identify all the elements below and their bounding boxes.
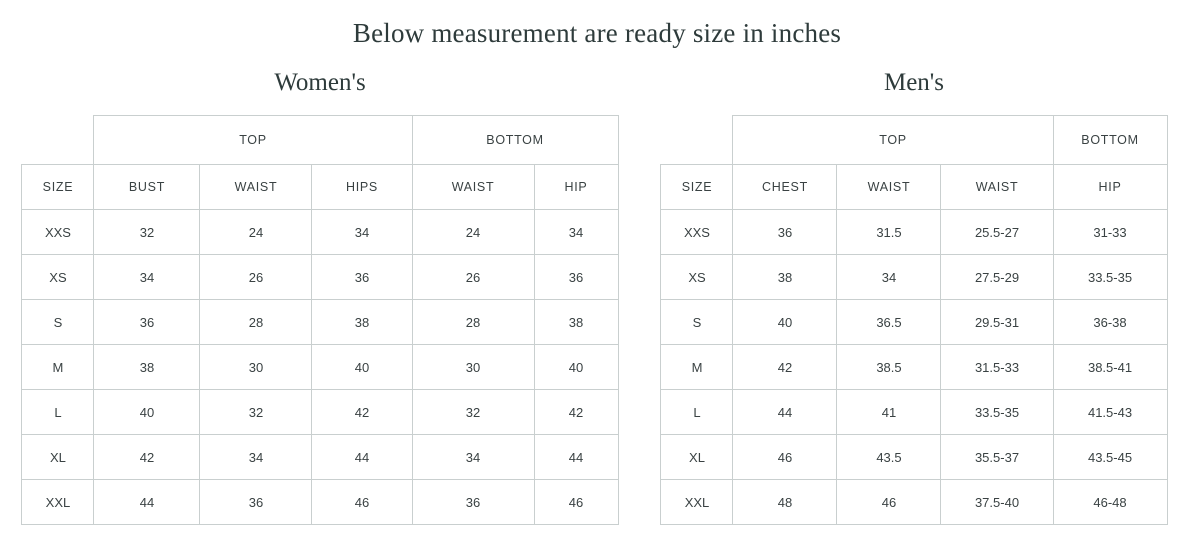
table-row — [22, 480, 618, 525]
row-cell: 40 — [534, 345, 618, 390]
row-cell: 38 — [534, 300, 618, 345]
row-cell: 36 — [733, 210, 837, 255]
row-size: XXS — [661, 210, 733, 255]
row-size: XL — [661, 435, 733, 480]
column-header-bottom-waist: WAIST — [941, 165, 1053, 210]
row-size: XS — [22, 255, 94, 300]
group-header-blank — [22, 116, 94, 165]
table-row — [661, 435, 1167, 480]
group-header-bottom: BOTTOM — [1053, 116, 1167, 165]
row-size: M — [661, 345, 733, 390]
row-cell: 36 — [534, 255, 618, 300]
row-cell: 32 — [200, 390, 312, 435]
table-row — [661, 480, 1167, 525]
row-cell: 26 — [200, 255, 312, 300]
group-header-blank — [661, 116, 733, 165]
row-cell: 42 — [534, 390, 618, 435]
row-cell: 43.5 — [837, 435, 941, 480]
row-cell: 43.5-45 — [1053, 435, 1167, 480]
column-header-size: SIZE — [22, 165, 94, 210]
table-group-header-row — [22, 116, 618, 165]
row-cell: 38.5 — [837, 345, 941, 390]
table-row — [661, 300, 1167, 345]
row-cell: 44 — [534, 435, 618, 480]
column-header-top-waist: WAIST — [837, 165, 941, 210]
row-cell: 40 — [94, 390, 200, 435]
size-tables-container — [0, 69, 1194, 525]
column-header-chest: CHEST — [733, 165, 837, 210]
row-cell: 31-33 — [1053, 210, 1167, 255]
row-cell: 40 — [733, 300, 837, 345]
row-cell: 29.5-31 — [941, 300, 1053, 345]
row-cell: 31.5 — [837, 210, 941, 255]
row-cell: 36 — [94, 300, 200, 345]
row-cell: 36-38 — [1053, 300, 1167, 345]
row-size: XS — [661, 255, 733, 300]
womens-size-table — [21, 115, 618, 525]
row-cell: 38 — [94, 345, 200, 390]
row-cell: 44 — [733, 390, 837, 435]
table-row — [22, 300, 618, 345]
size-chart-page — [0, 18, 1194, 557]
row-cell: 38 — [733, 255, 837, 300]
table-row — [22, 345, 618, 390]
row-size: S — [22, 300, 94, 345]
row-cell: 41 — [837, 390, 941, 435]
row-cell: 42 — [733, 345, 837, 390]
row-cell: 34 — [837, 255, 941, 300]
table-row — [661, 255, 1167, 300]
column-header-top-waist: WAIST — [200, 165, 312, 210]
group-header-top: TOP — [94, 116, 412, 165]
table-row — [22, 435, 618, 480]
row-size: M — [22, 345, 94, 390]
row-cell: 32 — [412, 390, 534, 435]
row-size: XXL — [661, 480, 733, 525]
row-cell: 38.5-41 — [1053, 345, 1167, 390]
row-cell: 33.5-35 — [941, 390, 1053, 435]
row-cell: 34 — [312, 210, 412, 255]
table-column-header-row — [661, 165, 1167, 210]
table-row — [661, 210, 1167, 255]
row-cell: 40 — [312, 345, 412, 390]
group-header-bottom: BOTTOM — [412, 116, 618, 165]
row-cell: 33.5-35 — [1053, 255, 1167, 300]
group-header-top: TOP — [733, 116, 1053, 165]
row-cell: 44 — [94, 480, 200, 525]
row-size: XXL — [22, 480, 94, 525]
row-cell: 46 — [534, 480, 618, 525]
column-header-bust: BUST — [94, 165, 200, 210]
table-group-header-row — [661, 116, 1167, 165]
row-cell: 46 — [312, 480, 412, 525]
womens-size-block — [20, 69, 620, 525]
row-cell: 37.5-40 — [941, 480, 1053, 525]
row-cell: 41.5-43 — [1053, 390, 1167, 435]
table-column-header-row — [22, 165, 618, 210]
row-cell: 36.5 — [837, 300, 941, 345]
row-cell: 44 — [312, 435, 412, 480]
column-header-bottom-waist: WAIST — [412, 165, 534, 210]
row-cell: 36 — [412, 480, 534, 525]
table-row — [22, 255, 618, 300]
row-size: L — [22, 390, 94, 435]
row-cell: 34 — [94, 255, 200, 300]
row-cell: 28 — [200, 300, 312, 345]
page-title: Below measurement are ready size in inches — [352, 18, 842, 48]
row-cell: 46 — [837, 480, 941, 525]
row-cell: 30 — [200, 345, 312, 390]
mens-size-table — [660, 115, 1167, 525]
row-cell: 30 — [412, 345, 534, 390]
row-cell: 36 — [312, 255, 412, 300]
table-row — [22, 210, 618, 255]
column-header-hips: HIPS — [312, 165, 412, 210]
row-cell: 46 — [733, 435, 837, 480]
row-cell: 24 — [200, 210, 312, 255]
row-cell: 32 — [94, 210, 200, 255]
row-cell: 31.5-33 — [941, 345, 1053, 390]
row-cell: 34 — [412, 435, 534, 480]
table-row — [661, 390, 1167, 435]
row-size: XL — [22, 435, 94, 480]
row-cell: 26 — [412, 255, 534, 300]
row-size: S — [661, 300, 733, 345]
table-row — [661, 345, 1167, 390]
table-row — [22, 390, 618, 435]
column-header-hip: HIP — [534, 165, 618, 210]
row-cell: 28 — [412, 300, 534, 345]
row-cell: 25.5-27 — [941, 210, 1053, 255]
row-cell: 36 — [200, 480, 312, 525]
row-cell: 42 — [94, 435, 200, 480]
row-cell: 27.5-29 — [941, 255, 1053, 300]
row-cell: 24 — [412, 210, 534, 255]
row-cell: 42 — [312, 390, 412, 435]
row-cell: 38 — [312, 300, 412, 345]
row-size: L — [661, 390, 733, 435]
mens-size-block — [654, 69, 1174, 525]
row-size: XXS — [22, 210, 94, 255]
row-cell: 34 — [534, 210, 618, 255]
row-cell: 35.5-37 — [941, 435, 1053, 480]
mens-section-title: Men's — [883, 69, 945, 96]
column-header-size: SIZE — [661, 165, 733, 210]
row-cell: 34 — [200, 435, 312, 480]
womens-section-title: Women's — [274, 69, 366, 96]
row-cell: 48 — [733, 480, 837, 525]
row-cell: 46-48 — [1053, 480, 1167, 525]
column-header-hip: HIP — [1053, 165, 1167, 210]
